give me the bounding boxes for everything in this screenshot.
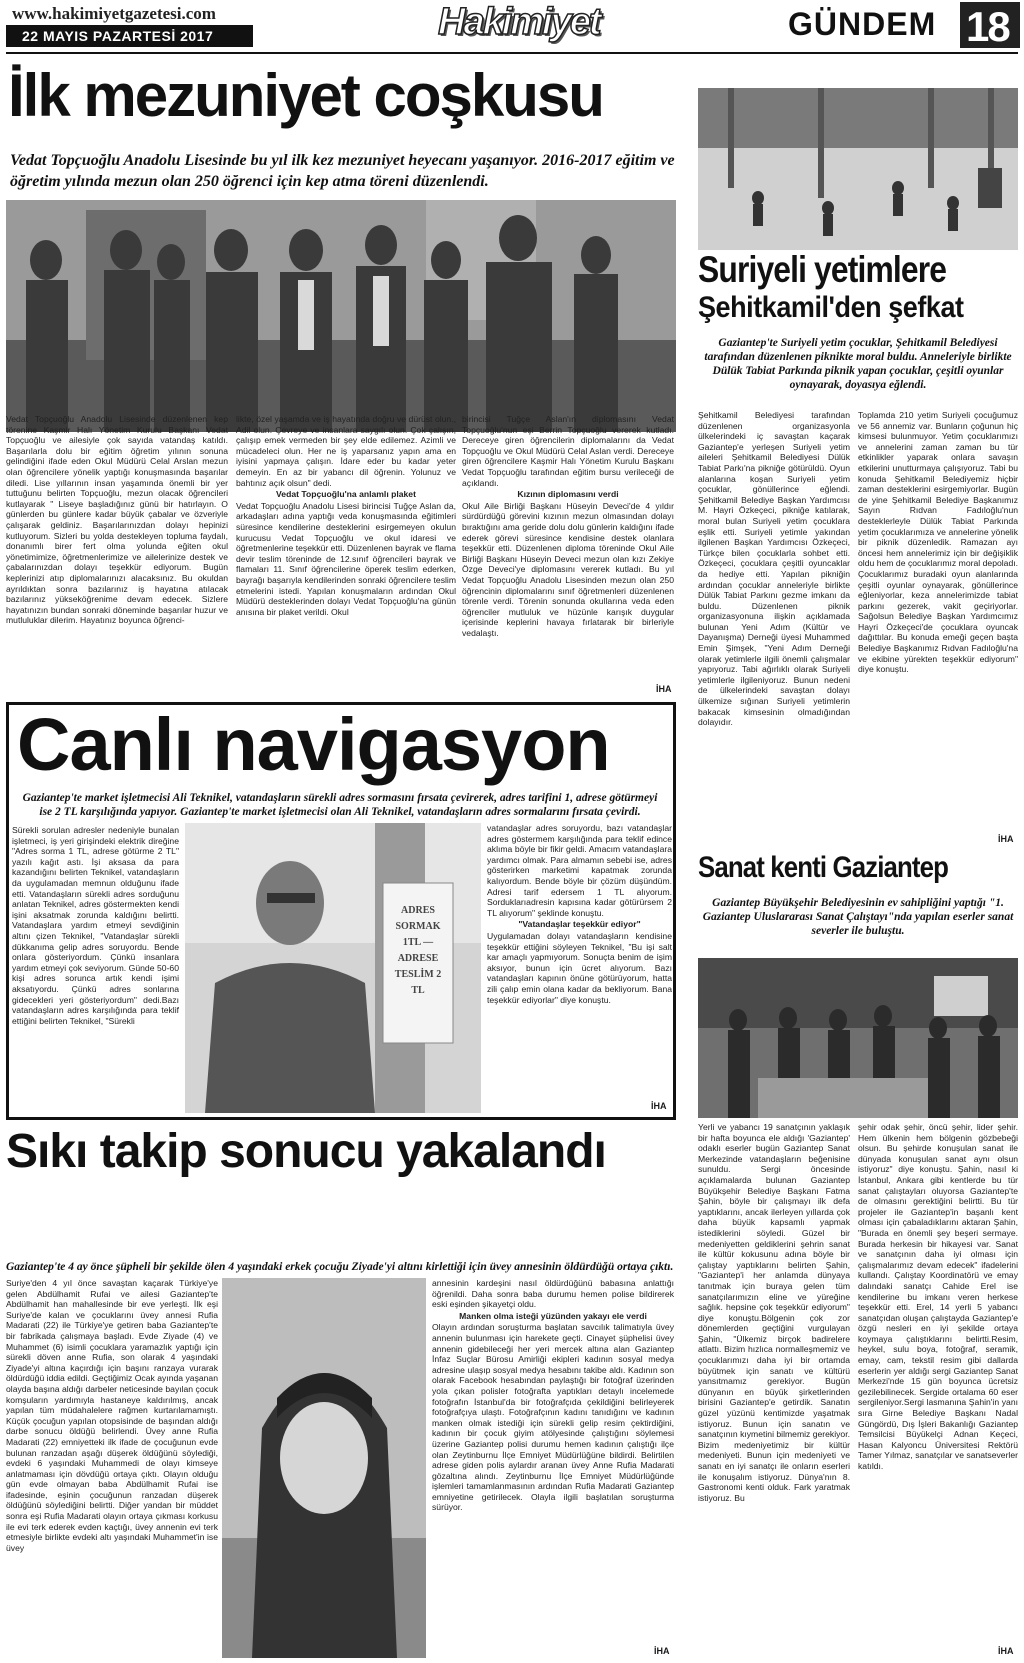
suspect-illustration (222, 1278, 426, 1658)
newspaper-logo: Hakimiyet (438, 1, 600, 43)
website-url[interactable]: www.hakimiyetgazetesi.com (12, 4, 216, 23)
issue-date: 22 MAYIS PAZARTESİ 2017 (22, 28, 214, 44)
orphans-credit: İHA (998, 834, 1014, 844)
arrest-credit: İHA (654, 1646, 670, 1656)
graduation-subhead-plaque: Vedat Topçuoğlu'na anlamlı plaket (276, 489, 416, 500)
page-number: 18 (966, 3, 1009, 50)
headline-orphans-2: Şehitkamil'den şefkat (698, 291, 964, 324)
navigation-text-1: Sürekli sorulan adresler nedeniyle bunalan işletmeci, iş yeri girişindeki elektrik direğine "Adres sorma 1 TL, adrese götürme 2 TL" yazılı kağıt astı. İşi aksasa da para kazandığını belirten Teknikel, vatandaşların da uygulamadan memnun olduğunu ifade etti. Vatandaşların sürekli adres sorduğunu anlatan Teknikel, adres göstermekten kendi işini aksatmak zorunda kaldığını belirtti. Vatandaşlara yardım etmeyi sevdiğinin altını çizen Teknikel, "Vatandaşlar sürekli dükkanıma gelip adres soruyordu. Bende onlara gösteriyordum. Çünkü insanlara yardım etmeyi çok seviyorum. Günde 50-60 kişi adres sorunca artık kendi işimi aksatıyordu. Çünkü adres sonlarına gidecekleri yeri gösteriyordum" dedi.Bazı vatandaşların adres karşılığında para teklif ettiğini belirten Teknikel, "Sürekli (12, 825, 179, 1026)
park-picnic-illustration (698, 88, 1018, 250)
photo-suspect (222, 1278, 426, 1658)
section-label: GÜNDEM (788, 6, 937, 42)
headline-art: Sanat kenti Gaziantep (698, 851, 949, 884)
orphans-col-1 (698, 410, 850, 834)
navigation-text-2b: Uygulamadan dolayı vatandaşların kendisine teşekkür ettiğini söyleyen Teknikel, "Bu işi salt kar amaçlı yapmıyorum. Sonuçta benim de işim aksıyor, bunun için ücret alıyorum. Bazı vatandaşları kapının önüne götürüyorum, hatta zili çalıp emin olana kadar da bekliyorum. Bana teşekkür ediyorlar" diye konuştu. (487, 930, 672, 1005)
graduation-text-2: likte, özel yaşamda ve iş hayatında doğru ve dürüst olun., Adil olun. Çevreye ve insanlara saygılı olun. Çok çalışın, çalışıp emek vermeden bir şey elde edilemez. Azimli ve mücadeleci olun. Her ne iş yaparsanız yapın ama en iyisini yapmaya çalışın. İdare eder bu kadar yeter demeyin. En az bir yabancı dil öğrenin. Yolunuz ve bahtınız açık olsun" dedi. (236, 414, 456, 488)
orphans-text-1: Şehitkamil Belediyesi tarafından düzenlenen organizasyonla ülkelerindeki iç savaştan kaçarak Gaziantep'e yerleşen Suriyeli yetim aileleri Şehitkamil Belediyesi Dülük Tabiat Parkı'na pikniğe götürüldü. Oyun alanlarına koşan Suriyeli yetim çocuklar, gönüllerince eğlendi. Şehitkamil Belediye Başkan Yardımcısı M. Hayri Özkeçeci, pikniğe katılarak, moral bulan Suriyeli yetim çocuklara eşlik etti. Suriyeli yetimle yakından ilgilenen Başkan Yardımcısı Özkeçeci, Türkçe bilen çocuklarla sohbet etti. Özkeçeci, çocuklara çeşitli oyuncaklar da hediye etti. Yapılan pikniğin ardından çocuklar anneleriyle birlikte Dülük Tabiat Parkını gezme imkanı da buldu. Düzenlenen piknik organizasyonuna ilişkin açıklamada bulunan Yeni Adım (Kültür ve Dayanışma) Derneği üyesi Muhammed Emin Şimşek, "Yeni Adım Derneği olarak yetimlerle ilgili önemli çalışmalar yapıyoruz. Tabi ağırlıklı olarak Suriyeli yetimlerle ilgileniyoruz. Bunun nedeni de ülkelerindeki savaştan dolayı ülkemize sığınan Suriyeli yetimlerin bakacak kimsesinin olmadığından dolayıdır. (698, 410, 850, 728)
photo-market-owner (185, 823, 481, 1113)
address-sign-text: ADRES SORMAK 1TL — ADRESE TESLİM 2 TL (394, 905, 442, 996)
orphans-col-2 (858, 410, 1018, 834)
orphans-text-2: Toplamda 210 yetim Suriyeli çocuğumuz ve 56 annemiz var. Bunların çoğunun hiç kimsesi bulunmuyor. Yetim çocuklarımızı ve annelerini zaman zaman bu tür etkinlikler yaparak onlara savaşın etkilerini unutturmaya çalışıyoruz. Tabi bu konuda Şehitkamil Belediyemiz hiçbir zaman desteklerini esirgemiyorlar. Bugün de yine Şehitkamil Belediye Başkanımız Sayın Rıdvan Fadıloğlu'nun desteklerleyle Dülük Tabiat Parkında yetim çocuklarımıza ve annelerine yönelik bir piknik düzenledik. Ramazan ayı öncesi hem annelerimiz için bir değişiklik oldu hem de çocuklarımız moral depoladı. Çocuklarımız buradaki oyun alanlarında çeşitli oyunlar oynayarak, gönüllerince eğleniyorlar, keza annelerimizde tabiat parkını gezerek, vakit geçiriyorlar. Sağolsun Belediye Başkan Yardımcımız Hayri Özkeçeci'de çocuklara oyuncak dağıttılar. Bu konuda emeği geçen başta Belediye Başkanımız Rıdvan Fadıloğlu'na ve ekibine yürekten teşekkür ediyorum" diye konuştu. (858, 410, 1018, 675)
arrest-text-2b: Olayın ardından soruşturma başlatan savcılık talimatıyla üvey annenin bulunması için harekete geçti. Cinayet şüphelisi üvey annenin gidebileceği her yeri mercek altına alan Gaziantep İnfaz Suçlar Bürosu Amirliği ekipleri kadının sosyal medya adresine ulaşıp sosyal medya hesabını takibe aldı. Kadının son olarak Facebook hesabından paylaştığı bir fotoğraf üzerinden yola çıkan polisler fotoğrafta yaptıkları detaylı incelemede fotoğrafın İstanbul'da bir fotoğrafçıda çekildiğini belirleyerek fotoğrafçıya ulaştı. Fotoğrafçının kadını tanıdığını ve kadının manken olmak istediği için sürekli gelip resim çektirdiğini, kadının bir çocuk giyim atölyesinde çalıştığını söylemesi üzerine Gaziantep polisi durumu hemen kadının çalıştığı ilçe olan Zeytinburnu İlçe Emniyet Müdürlüğüne bildirdi. Belirtilen adrese giden polis aylardır aranan üvey Anne Rufia Madarati gözaltına alındı. Zeytinburnu İlçe Emniyet Müdürlüğünde işlemleri tamamlanmasının ardından Rufia Madarati Gaziantep emniyetine getirilecek. Olayla ilgili başlatılan soruşturma sürüyor. (432, 1322, 674, 1513)
lead-arrest: Gaziantep'te 4 ay önce şüpheli bir şekilde ölen 4 yaşındaki erkek çocuğu Ziyade'yi altını kirlettiği için üvey annesinin öldürdüğü ortaya çıktı. (6, 1261, 674, 1273)
art-col-2 (858, 1122, 1018, 1646)
lead-graduation: Vedat Topçuoğlu Anadolu Lisesinde bu yıl ilk kez mezuniyet heyecanı yaşanıyor. 2016-2017 eğitim ve öğretim yılında mezun olan 250 öğrenci için kep atma töreni düzenlendi. (10, 152, 675, 190)
arrest-col-2 (432, 1278, 674, 1658)
graduation-group-illustration (6, 200, 676, 432)
arrest-subhead-model: Manken olma isteği yüzünden yakayı ele verdi (459, 1310, 647, 1321)
art-exhibition-illustration (698, 958, 1018, 1118)
headline-arrest: Sıkı takip sonucu yakalandı (6, 1125, 606, 1178)
graduation-text-3: birincisi Tuğçe Aslan'ın diplomasını Vedat Topçuoğlu'nun eşi Berrin Topçuoğlu vererek kutladı. Dereceye giren öğrencilerin diplomalarını da Vedat Topçuoğlu ve Okul Müdürü Celal Aslan verdi. Dereceye giren öğrencilere Kaşmir Halı Yönetim Kurulu Başkanı Vedat Topçuoğlu tarafından eğitim bursu verileceği de açıklandı. (462, 414, 674, 488)
graduation-text-3b: Okul Aile Birliği Başkanı Hüseyin Deveci'de 4 yıldır sürdürdüğü görevini kızının mezun olmasından dolayı bıraktığını ama geride dolu dolu günlerin kaldığını ifade ederek görevi süresince kendisine destek olanlara teşekkür etti. Düzenlenen diploma töreninde Okul Aile Birliği Başkanı Hüseyin Deveci mezun olan kızı Zekiye Özge Deveci'ye diplomasını vererek kutladı. Bu yıl Vedat Topçuoğlu Anadolu Lisesinden mezun olan 250 öğrencinin diplomalarını sınıf öğretmenleri düzenlenen törenle verdi. Törenin sonunda okullarına veda eden öğrenciler mutluluk ve hüzünle karışık duygular içerisinde keplerini havaya fırlatarak bir birleriyle vedalaştı. (462, 500, 674, 638)
lead-navigation: Gaziantep'te market işletmecisi Ali Teknikel, vatandaşların sürekli adres sormasını fırsata çevirerek, adres tarifini 1, adrese götürmeyi ise 2 TL karşılığında yapıyor. Gaziantep'te market işletmecisi olan Ali Teknikel, vatandaşların adres sormalarını fırsata çevirdi. (22, 792, 658, 818)
photo-art-exhibition (698, 958, 1018, 1118)
arrest-col-1 (6, 1278, 218, 1658)
headline-graduation: İlk mezuniyet coşkusu (8, 62, 603, 129)
lead-art: Gaziantep Büyükşehir Belediyesinin ev sahipliğini yaptığı "1. Gaziantep Uluslararası Sanat Çalıştayı"nda yapılan eserler sanat severler ile buluştu. (702, 897, 1014, 937)
graduation-text-2b: Vedat Topçuoğlu Anadolu Lisesi birincisi Tuğçe Aslan da, arkadaşları adına yaptığı veda konuşmasında eğitimleri süresince kendilerine desteklerini esirgemeyen okulun kurucusu Vedat Topçuoğlu ve okul idaresi ve öğretmenlerine teşekkür etti. Düzenlenen bayrak ve flama devir teslim töreninde de 12.sınıf öğrencileri bayrak ve flamaları 11. Sınıf öğrencilerine öperek teslim ederken, bayrağı başarıyla kendilerinden sonraki öğrencilere teslim etmelerini istedi. Yapılan konuşmaların ardından Okul Müdürü desteklerinden dolayı Vedat Topçuoğlu'na günün anısına bir plaket verildi. Okul (236, 500, 456, 617)
story-navigation (6, 702, 676, 1120)
art-text-1: Yerli ve yabancı 19 sanatçının yaklaşık bir hafta boyunca ele aldığı 'Gaziantep' odaklı eserler bugün Gaziantep Sanat Merkezinde vatandaşların beğenisine sunuldu. Sergi öncesinde açıklamalarda bulunan Gaziantep Büyükşehir Belediye Başkanı Fatma Şahin, böyle bir çalışmayı ilk defa yaptıklarını, ancak ilerleyen yıllarda çok daha büyük kapsamlı yapmak istediklerini söyledi. Güzel bir medeniyetten geldiklerini şehrin sanat ile kültür kokusunu adına böyle bir çalıştay yaptıklarını belirten Şahin, "Gaziantep'i her anlamda dünyaya tanıtmak için buraya gelen tüm sanatçılarımızın eline ve yüreğine sağlık. hepsine çok teşekkür ediyorum" diye konuştu.Bölgenin çok zor dönemlerden geçtiğini vurgulayan Şahin, "Ülkemiz birçok badirelere atlattı. Bizim hızlıca normalleşmemiz ve çocuklarımızı daha iyi bir ortamda büyütmek için sanatı ve kültürü yansıtmamız gerekiyor. Bugün dünyanın en büyük şirketlerinden birisini Gaziantep'e getirdik. Sanatın güzel yüzünü kentimizde yaşatmak istiyoruz. Bunun için sanatın ve sanatçının kıymetini bilmemiz gerekiyor. Bizim medeniyetimiz bir kültür medeniyeti. Bunun için medeniyeti ve sanatı en iyi sanatçı ile onların eserleri ile konuşalım istiyoruz. Dünya'nın 8. Gastronomi kenti olduk. Fark yaratmak istiyoruz. Bu (698, 1122, 850, 1503)
headline-navigation: Canlı navigasyon (17, 703, 610, 786)
lead-orphans: Gaziantep'te Suriyeli yetim çocuklar, Şehitkamil Belediyesi tarafından düzenlenen piknikte moral buldu. Anneleriyle birlikte Dülük Tabiat Parkında piknik yapan çocuklar, çeşitli oyunlar oynayarak, doyasıya eğlendi. (704, 337, 1012, 391)
graduation-col-1 (6, 414, 228, 702)
graduation-col-2 (236, 414, 456, 702)
navigation-col-1 (12, 825, 179, 1115)
navigation-credit: İHA (651, 1101, 667, 1111)
headline-orphans-1: Suriyeli yetimlere (698, 249, 947, 290)
graduation-text-1: Vedat Topçuoğlu Anadolu Lisesinde düzenlenen kep törenine Kaşmir Halı Yönetim Kurulu Başkanı Vedat Topçuoğlu ve ailesiyle çok sayıda vatandaş katıldı. Başarılarla dolu bir eğitim öğretim yılının sonuna gelindiğini ifade eden Okul Müdürü Celal Arslan mezun olan öğrencilere yönelik yaptığı konuşmasında başarılar diledi. Lise yıllarının insan yaşamında önemli bir yer tuttuğunu belirten Topçuoğlu, mezun olacak öğrencileri kutlayarak " Liseye başladığınız günü bir hatırlayın. O günlerden bu günlere kadar büyük çabalar ve özveriyle çalışarak geldiniz. Başarılarınızdan dolayı hepinizi kutluyorum. Sizleri bu yolda destekleyen topluma faydalı, donanımlı birer fert olma yolunda eğiten okul yönetimimize, öğretmenlerimize ve ailelerinize destek ve çabalarınızdan dolayı teşekkür ediyorum. Bugün keplerinizi atıp diplomalarınızı alacaksınız. Bu okuldan ayrıldıktan sonra bazılarınız iş hayatına atılacak bazılarınız yükseköğrenime devam edecek. Sizlere hayatınızın bundan sonraki döneminde başarılar huzur ve mutluluklar dilerim. Hayatınız boyunca öğrenci- (6, 414, 228, 626)
photo-park-picnic (698, 88, 1018, 250)
graduation-col-3 (462, 414, 674, 702)
arrest-text-1: Suriye'den 4 yıl önce savaştan kaçarak Türkiye'ye gelen Abdülhamit Rufai ve ailesi Gaziantep'te Abdülhamit han mahallesinde bir eve yerleşti. İlk eşi Suriye'de kalan ve çocuklarını üvey annesi Rufia Madarati (22) ile Türkiye'ye getiren baba Gaziantep'te bir fabrikada çalışmaya başladı. Evde Ziyade (4) ve Muhammet (6) isimli çocuklara yaramazlık yaptığı için sürekli döven anne Rufia, son olarak 4 yaşındaki Ziyade'yi altına kaçırdığı için başını ranzaya vurarak öldürdüğü iddia edildi. Geçtiğimiz Ocak ayında yaşanan olayda başına aldığı darbeler neticesinde bayılan çocuk komşuların yardımıyla hastaneye kaldırılmış, ancak yapılan tüm müdahalelere rağmen kurtarılamamıştı. Küçük çocuğun yapılan otopsisinde de başından aldığı darbe sonucu öldüğü belirlendi. Üvey anne Rufia Madarati (22) emniyetteki ilk ifade de çocuğunun evde bulunan ranzadan aşağı düşerek öldüğünü söylediği, evdeki 6 yaşındaki Muhammedi de olayı kimseye anlatmaması için dövdüğü ortaya çıktı. Olayın olduğu gün evde olmayan baba Abdülhamit Rufai ise ifadesinde, eşinin çocuğunun ranzadan düşerek öldüğünü söylediğini belirtti. Diğer yandan bir müddet sonra eşi Rufia Madarati olayın ortaya çıkması korkusu ile evi terk ederek evden kaçtığı, üvey annenin evi terk etmesiyle birlikte evdeki altı yaşındaki Muhammet'in ise üvey (6, 1278, 218, 1553)
navigation-subhead-thanks: "Vatandaşlar teşekkür ediyor" (518, 919, 641, 930)
graduation-credit: İHA (656, 684, 672, 694)
art-col-1 (698, 1122, 850, 1660)
navigation-text-2: vatandaşlar adres soruyordu, bazı vatandaşlar adres göstermem karşılığında para teklif edince aklıma böyle bir fikir geldi. Amacım vatandaşlara yardımcı olmak. Para almamın sebebi ise, adres gösterirken marketimi kapatmak zorunda kalıyordum. Bende böyle bir çözüm düşündüm. Adresi tarif edersem 1 TL alıyorum. Sorduklarıadresin kapısına kadar götürürsem 2 TL alıyorum" şeklinde konuştu. (487, 823, 672, 918)
art-text-2: şehir odak şehir, öncü şehir, lider şehir. Hem ülkenin hem bölgenin gözbebeği olsun. Bu şehirde konuşulan sanat ile dünyada konuşulan sanat aynı olsun istiyoruz" diye konuştu. Şahin, nasıl ki İstanbul, Ankara gibi kentlerde bu tür sanat çalıştayları oluyorsa Gaziantep'te de olmasını gerektiğini belirtti. Bu tür projeler ile Gaziantep'in başanlı kent olması için çabaladıklarını aktaran Şahin, "Burada en önemli şey beşeri sermaye. Burada herkesin bir hikayesi var. Sanat ve sanatçının daha iyi olması için çalışmalarımız devam edecek" ifadelerini kullandı. Çalıştay Koordinatörü ve emay dalındaki sanatçı Cahide Erel ise kendilerine bu imkanı veren herkese teşekkür etti. Erel, 14 yerli 5 yabancı sanatçıdan oluşan çalıştayda Gaziantep'e özgü nesleri en iyi şekilde ortaya koymaya çalıştıklarını belirtti.Resim, heykel, sulu boya, fotoğraf, seramik, emay, cam, tekstil resim gibi dallarda eserlerin yer aldığı sergi Gaziantep Sanat Merkezi'nde 15 gün boyunca ücretsiz gezilebilinecek. Sergide ortalama 60 eser sergileniyor.Sergi lasmanına Şahin'in yanı sıra Girne Belediye Başkanı Nadal Güngördü, Dış İşleri Bakanlığı Gaziantep Temsilcisi Büyükelçi Adnan Keçeci, Hasan Kalyoncu Üniversitesi Rektörü Tamer Yılmaz, sanatçılar ve sanatseverler katıldı. (858, 1122, 1018, 1471)
arrest-text-2: annesinin kardeşini nasıl öldürdüğünü babasına anlattığı öğrenildi. Daha sonra baba durumu hemen polise bildirerek eski eşinden şikayetçi oldu. (432, 1278, 674, 1310)
navigation-col-2 (487, 823, 672, 1115)
photo-graduation-group (6, 200, 676, 432)
graduation-subhead-diploma: Kızının diplomasını verdi (517, 489, 619, 500)
art-credit: İHA (998, 1646, 1014, 1656)
